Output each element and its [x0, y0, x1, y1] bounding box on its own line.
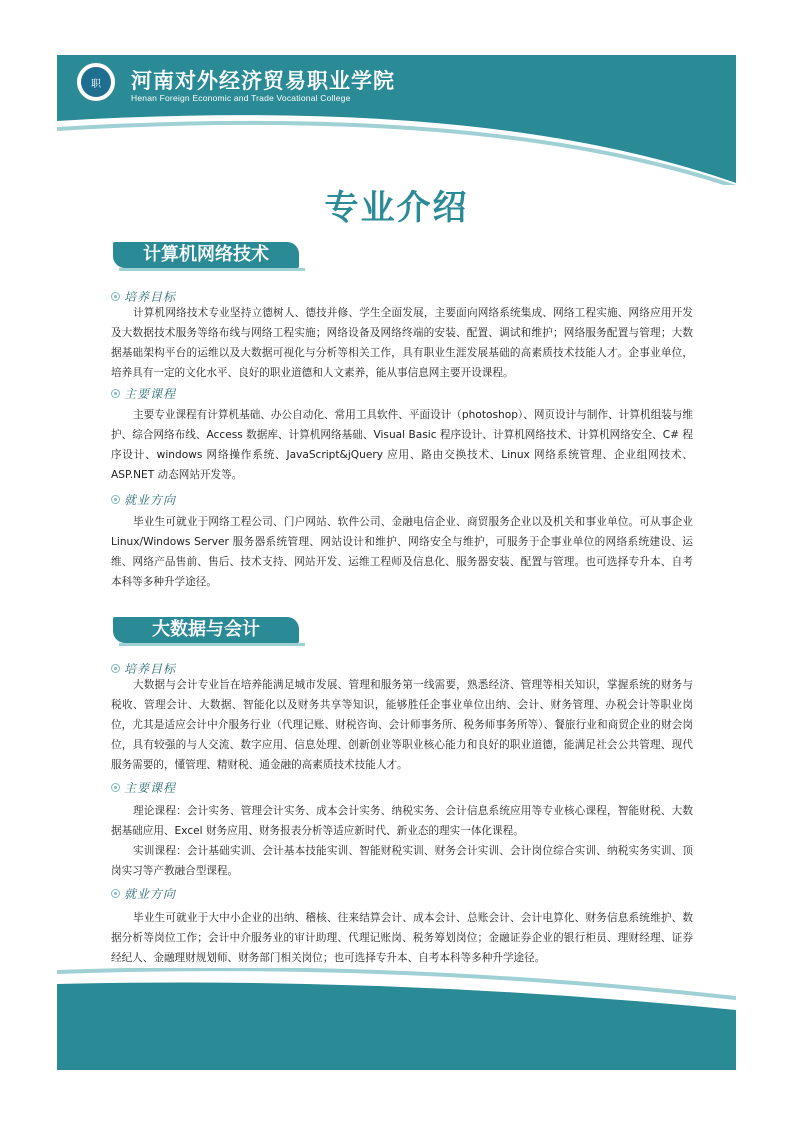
college-logo — [75, 61, 117, 103]
page-header — [57, 55, 736, 185]
sub-label-goal: 培养目标 — [111, 287, 176, 305]
page-footer — [57, 968, 736, 1070]
sub-label-courses: 主要课程 — [111, 778, 176, 796]
paragraph: 毕业生可就业于网络工程公司、门户网站、软件公司、金融电信企业、商贸服务企业以及机关和事业单位。可从事企业 Linux/Windows Server 服务器系统管理、网站设计和维护、网络安全与维护，可服务于企事业单位的网络系统建设、运维、网络产品售前、售后、技术支持、网站开发、运维工程师及信息化、服务器安装、配置与管理。也可选择专升本、自考本科等多种升学途径。 — [111, 516, 693, 588]
section-title-accounting — [113, 617, 301, 649]
paragraph: 理论课程：会计实务、管理会计实务、成本会计实务、纳税实务、会计信息系统应用等专业核心课程，智能财税、大数据基础应用、Excel 财务应用、财务报表分析等适应新时代、新业态的理实一体化课程。 — [111, 805, 693, 837]
sub-label-employment: 就业方向 — [111, 884, 176, 902]
sub-label-courses: 主要课程 — [111, 384, 176, 402]
bullet-circle-icon — [111, 664, 120, 673]
sub-label-goal: 培养目标 — [111, 659, 176, 677]
paragraph: 主要专业课程有计算机基础、办公自动化、常用工具软件、平面设计（photoshop）、网页设计与制作、计算机组装与维护、综合网络布线、Access 数据库、计算机网络基础、Visual Basic 程序设计、计算机网络技术、计算机网络安全、C# 程序设计、windows 网络操作系统、JavaScript&jQuery 应用、路由交换技术、Linux 网络系统管理、企业组网技术、ASP.NET 动态网站开发等。 — [111, 409, 693, 481]
bullet-circle-icon — [111, 389, 120, 398]
paragraph: 实训课程：会计基础实训、会计基本技能实训、智能财税实训、财务会计实训、会计岗位综合实训、纳税实务实训、顶岗实习等产教融合型课程。 — [111, 845, 693, 877]
paragraph: 毕业生可就业于大中小企业的出纳、稽核、往来结算会计、成本会计、总账会计、会计电算化、财务信息系统维护、数据分析等岗位工作；会计中介服务业的审计助理、代理记账岗、税务筹划岗位；金融证券企业的银行柜员、理财经理、证券经纪人、金融理财规划师、财务部门相关岗位；也可选择专升本、自考本科等多种升学途径。 — [111, 912, 693, 964]
bullet-circle-icon — [111, 292, 120, 301]
bullet-circle-icon — [111, 783, 120, 792]
bullet-circle-icon — [111, 889, 120, 898]
college-name-cn: 河南对外经济贸易职业学院 — [131, 68, 395, 93]
title-underline — [119, 643, 305, 646]
logo-emblem: 职 — [81, 67, 111, 97]
section-title-text: 大数据与会计 — [152, 619, 260, 640]
paragraph: 大数据与会计专业旨在培养能满足城市发展、管理和服务第一线需要，熟悉经济、管理等相关知识，掌握系统的财务与税收、管理会计、大数据、智能化以及财务共享等知识，能够胜任企事业单位出纳、会计、财务管理、办税会计等职业岗位，尤其是适应会计中介服务行业（代理记账、财税咨询、会计师事务所、税务师事务所等）、餐旅行业和商贸企业的财会岗位，具有较强的与人交流、数字应用、信息处理、创新创业等职业核心能力和良好的职业道德，能满足社会公共管理、现代服务需要的，懂管理、精财税、通金融的高素质技术技能人才。 — [111, 679, 693, 771]
college-name-en: Henan Foreign Economic and Trade Vocational College — [131, 93, 351, 103]
sub-label-employment: 就业方向 — [111, 490, 176, 508]
footer-wave-band — [57, 968, 736, 1070]
section-title-text: 计算机网络技术 — [143, 244, 269, 265]
page-title: 专业介绍 — [324, 188, 469, 228]
paragraph: 计算机网络技术专业坚持立德树人、德技并修、学生全面发展，主要面向网络系统集成、网络工程实施、网络应用开发及大数据技术服务等络布线与网络工程实施；网络设备及网络终端的安装、配置、调试和维护；网络服务配置与管理；大数据基础架构平台的运维以及大数据可视化与分析等相关工作，具有职业生涯发展基础的高素质技术技能人才。企事业单位，培养具有一定的文化水平、良好的职业道德和人文素养，能从事信息网主要开设课程。 — [111, 307, 693, 379]
title-underline — [119, 268, 305, 271]
section-title-network — [113, 242, 301, 274]
bullet-circle-icon — [111, 495, 120, 504]
